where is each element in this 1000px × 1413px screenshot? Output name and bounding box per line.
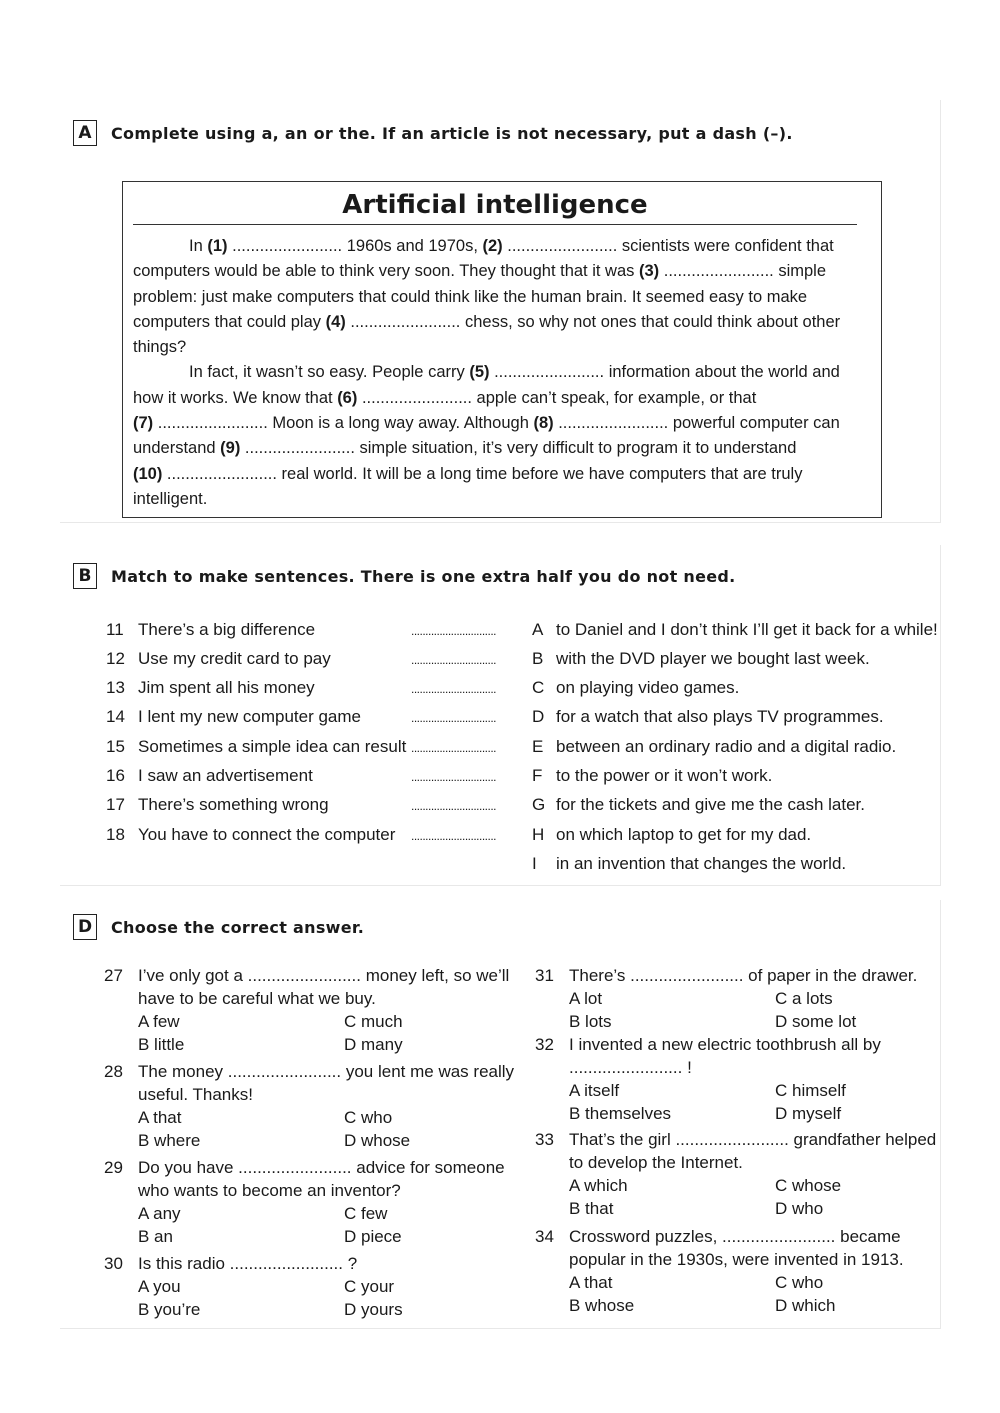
text-line: [133, 335, 863, 360]
text-line: [133, 285, 863, 310]
answer-option[interactable]: B that: [569, 1199, 614, 1218]
sentence-start: There’s a big difference: [138, 620, 316, 639]
answer-option[interactable]: D which: [775, 1296, 836, 1315]
section-instruction: Complete using a, an or the. If an article is not necessary, put a dash (–).: [111, 123, 793, 143]
answer-option[interactable]: A that: [138, 1108, 182, 1127]
answer-option[interactable]: C a lots: [775, 989, 833, 1008]
answer-blank[interactable]: ..............................: [411, 770, 497, 784]
section-instruction: Match to make sentences. There is one extra half you do not need.: [111, 566, 736, 586]
option-letter: A: [532, 620, 544, 639]
sentence-end: to Daniel and I don’t think I’ll get it back for a while!: [556, 620, 938, 639]
answer-blank[interactable]: ..............................: [411, 711, 497, 725]
answer-option[interactable]: A any: [138, 1204, 181, 1223]
gap-number: (5): [469, 363, 490, 382]
question-text: useful. Thanks!: [138, 1085, 253, 1104]
text-segment: computers would be able to think very soon. They thought that it was: [133, 262, 639, 281]
sentence-start: I lent my new computer game: [138, 707, 361, 726]
answer-option[interactable]: C much: [344, 1012, 403, 1031]
answer-option[interactable]: A you: [138, 1277, 181, 1296]
text-segment: ........................ information about the world and: [489, 363, 840, 382]
answer-option[interactable]: D many: [344, 1035, 403, 1054]
sentence-end: with the DVD player we bought last week.: [556, 649, 870, 668]
gap-number: (6): [337, 388, 358, 407]
gap-number: (10): [133, 464, 163, 483]
answer-option[interactable]: D whose: [344, 1131, 411, 1150]
answer-option[interactable]: A which: [569, 1176, 628, 1195]
answer-blank[interactable]: ..............................: [411, 624, 497, 638]
gap-number: (2): [482, 237, 503, 255]
text-segment: how it works. We know that: [133, 388, 338, 407]
answer-option[interactable]: A few: [138, 1012, 180, 1031]
text-segment: ........................ real world. It will be a long time before we have computers that are truly: [162, 464, 803, 483]
gap-number: (1): [207, 237, 228, 255]
answer-option[interactable]: C few: [344, 1204, 388, 1223]
text-segment: things?: [133, 338, 187, 357]
gap-number: (7): [133, 414, 154, 433]
sentence-end: on playing video games.: [556, 678, 740, 697]
answer-blank[interactable]: ..............................: [411, 682, 497, 696]
question-text: There’s ........................ of paper in the drawer.: [569, 966, 918, 985]
text-line: [133, 436, 863, 461]
question-text: to develop the Internet.: [569, 1153, 743, 1172]
answer-option[interactable]: C who: [344, 1108, 393, 1127]
sentence-end: for a watch that also plays TV programmes.: [556, 707, 884, 726]
question-number: 29: [104, 1158, 123, 1177]
option-letter: E: [532, 737, 544, 756]
question-text: Do you have ........................ advice for someone: [138, 1158, 505, 1177]
answer-option[interactable]: B lots: [569, 1012, 612, 1031]
question-text: The money ........................ you lent me was really: [138, 1062, 515, 1081]
answer-option[interactable]: C whose: [775, 1176, 842, 1195]
match-row: [60, 707, 940, 735]
text-segment: ........................ scientists were confident that: [502, 237, 834, 255]
sentence-end: between an ordinary radio and a digital radio.: [556, 737, 897, 756]
question-number: 32: [535, 1035, 554, 1054]
option-letter: B: [532, 649, 544, 668]
section-b-header: [73, 563, 736, 589]
text-line: [133, 411, 863, 436]
answer-option[interactable]: D yours: [344, 1300, 403, 1319]
item-number: 15: [106, 737, 125, 756]
sentence-start: Sometimes a simple idea can result: [138, 737, 407, 756]
question-text: Is this radio ........................ ?: [138, 1254, 358, 1273]
answer-option[interactable]: A itself: [569, 1081, 620, 1100]
answer-option[interactable]: B themselves: [569, 1104, 672, 1123]
question-text: popular in the 1930s, were invented in 1913.: [569, 1250, 904, 1269]
sentence-end: for the tickets and give me the cash later.: [556, 795, 865, 814]
text-line: [133, 360, 863, 385]
answer-option[interactable]: A that: [569, 1273, 613, 1292]
text-title: Artificial intelligence: [133, 190, 857, 225]
text-segment: problem: just make computers that could think like the human brain. It seemed easy to make: [133, 287, 808, 306]
sentence-end: on which laptop to get for my dad.: [556, 825, 812, 844]
section-a: [60, 100, 941, 523]
answer-option[interactable]: C your: [344, 1277, 395, 1296]
answer-option[interactable]: B you’re: [138, 1300, 201, 1319]
option-letter: G: [532, 795, 546, 814]
section-letter: B: [73, 563, 97, 589]
sentence-start: I saw an advertisement: [138, 766, 313, 785]
text-line: [133, 487, 863, 512]
answer-option[interactable]: C who: [775, 1273, 824, 1292]
item-number: 14: [106, 707, 125, 726]
match-row: [60, 854, 940, 882]
answer-option[interactable]: D myself: [775, 1104, 842, 1123]
item-number: 13: [106, 678, 125, 697]
text-segment: ........................ Moon is a long way away. Although: [153, 414, 534, 433]
item-number: 12: [106, 649, 125, 668]
gap-number: (9): [220, 439, 241, 458]
answer-blank[interactable]: ..............................: [411, 653, 497, 667]
question-text: I’ve only got a ........................ money left, so we’ll: [138, 966, 510, 985]
section-instruction: Choose the correct answer.: [111, 917, 365, 937]
text-segment: understand: [133, 439, 221, 458]
answer-blank[interactable]: ..............................: [411, 829, 497, 843]
sentence-end: in an invention that changes the world.: [556, 854, 847, 873]
sentence-end: to the power or it won’t work.: [556, 766, 773, 785]
sentence-start: You have to connect the computer: [138, 825, 396, 844]
section-d-header: [73, 914, 364, 940]
answer-option[interactable]: C himself: [775, 1081, 846, 1100]
item-number: 16: [106, 766, 125, 785]
sentence-start: Use my credit card to pay: [138, 649, 331, 668]
match-row: [60, 766, 940, 794]
option-letter: H: [532, 825, 545, 844]
text-line: [133, 234, 863, 259]
option-letter: I: [532, 854, 537, 873]
item-number: 17: [106, 795, 125, 814]
item-number: 18: [106, 825, 125, 844]
match-row: [60, 825, 940, 853]
text-body: [133, 234, 863, 512]
section-a-header: [73, 120, 793, 146]
sentence-start: Jim spent all his money: [138, 678, 315, 697]
answer-option[interactable]: B where: [138, 1131, 201, 1150]
text-segment: ........................ simple situation, it’s very difficult to program it to understand: [240, 439, 797, 458]
match-row: [60, 620, 940, 648]
text-segment: ........................ powerful computer can: [553, 414, 840, 433]
answer-option[interactable]: B whose: [569, 1296, 635, 1315]
text-segment: intelligent.: [133, 489, 208, 508]
match-row: [60, 737, 940, 765]
question-text: I invented a new electric toothbrush all by: [569, 1035, 881, 1054]
match-row: [60, 649, 940, 677]
answer-blank[interactable]: ..............................: [411, 799, 497, 813]
text-line: [133, 310, 863, 335]
answer-option[interactable]: B little: [138, 1035, 185, 1054]
text-segment: In: [189, 237, 208, 255]
answer-option[interactable]: D some lot: [775, 1012, 857, 1031]
answer-blank[interactable]: ..............................: [411, 741, 497, 755]
gap-number: (8): [533, 414, 554, 433]
text-segment: In fact, it wasn’t so easy. People carry: [189, 363, 470, 382]
option-letter: C: [532, 678, 545, 697]
sentence-start: There’s something wrong: [138, 795, 329, 814]
question-text: have to be careful what we buy.: [138, 989, 376, 1008]
question-number: 27: [104, 966, 123, 985]
section-letter: A: [73, 120, 97, 146]
answer-option[interactable]: D piece: [344, 1227, 402, 1246]
question-number: 33: [535, 1130, 554, 1149]
match-row: [60, 795, 940, 823]
section-b: [60, 545, 941, 886]
text-line: [133, 259, 863, 284]
option-letter: F: [532, 766, 543, 785]
text-line: [133, 462, 863, 487]
text-segment: ........................ 1960s and 1970s,: [227, 237, 483, 255]
option-letter: D: [532, 707, 545, 726]
text-segment: ........................ chess, so why not ones that could think about other: [345, 312, 841, 331]
section-letter: D: [73, 914, 97, 940]
question-number: 31: [535, 966, 554, 985]
text-segment: ........................ simple: [659, 262, 827, 281]
gap-number: (4): [325, 312, 346, 331]
text-box: [122, 181, 882, 518]
question-text: ........................ !: [569, 1058, 692, 1077]
gap-number: (3): [638, 262, 660, 281]
question-number: 28: [104, 1062, 123, 1081]
question-text: Crossword puzzles, ........................ became: [569, 1227, 901, 1246]
text-line: [133, 386, 863, 411]
question-text: That’s the girl ........................ grandfather helped: [569, 1130, 937, 1149]
question-number: 34: [535, 1227, 554, 1246]
answer-option[interactable]: A lot: [569, 989, 603, 1008]
section-d: [60, 900, 941, 1329]
text-segment: computers that could play: [133, 312, 326, 331]
question-text: who wants to become an inventor?: [138, 1181, 401, 1200]
question-number: 30: [104, 1254, 123, 1273]
item-number: 11: [106, 620, 124, 639]
answer-option[interactable]: D who: [775, 1199, 824, 1218]
match-row: [60, 678, 940, 706]
text-segment: ........................ apple can’t speak, for example, or that: [357, 388, 757, 407]
answer-option[interactable]: B an: [138, 1227, 173, 1246]
